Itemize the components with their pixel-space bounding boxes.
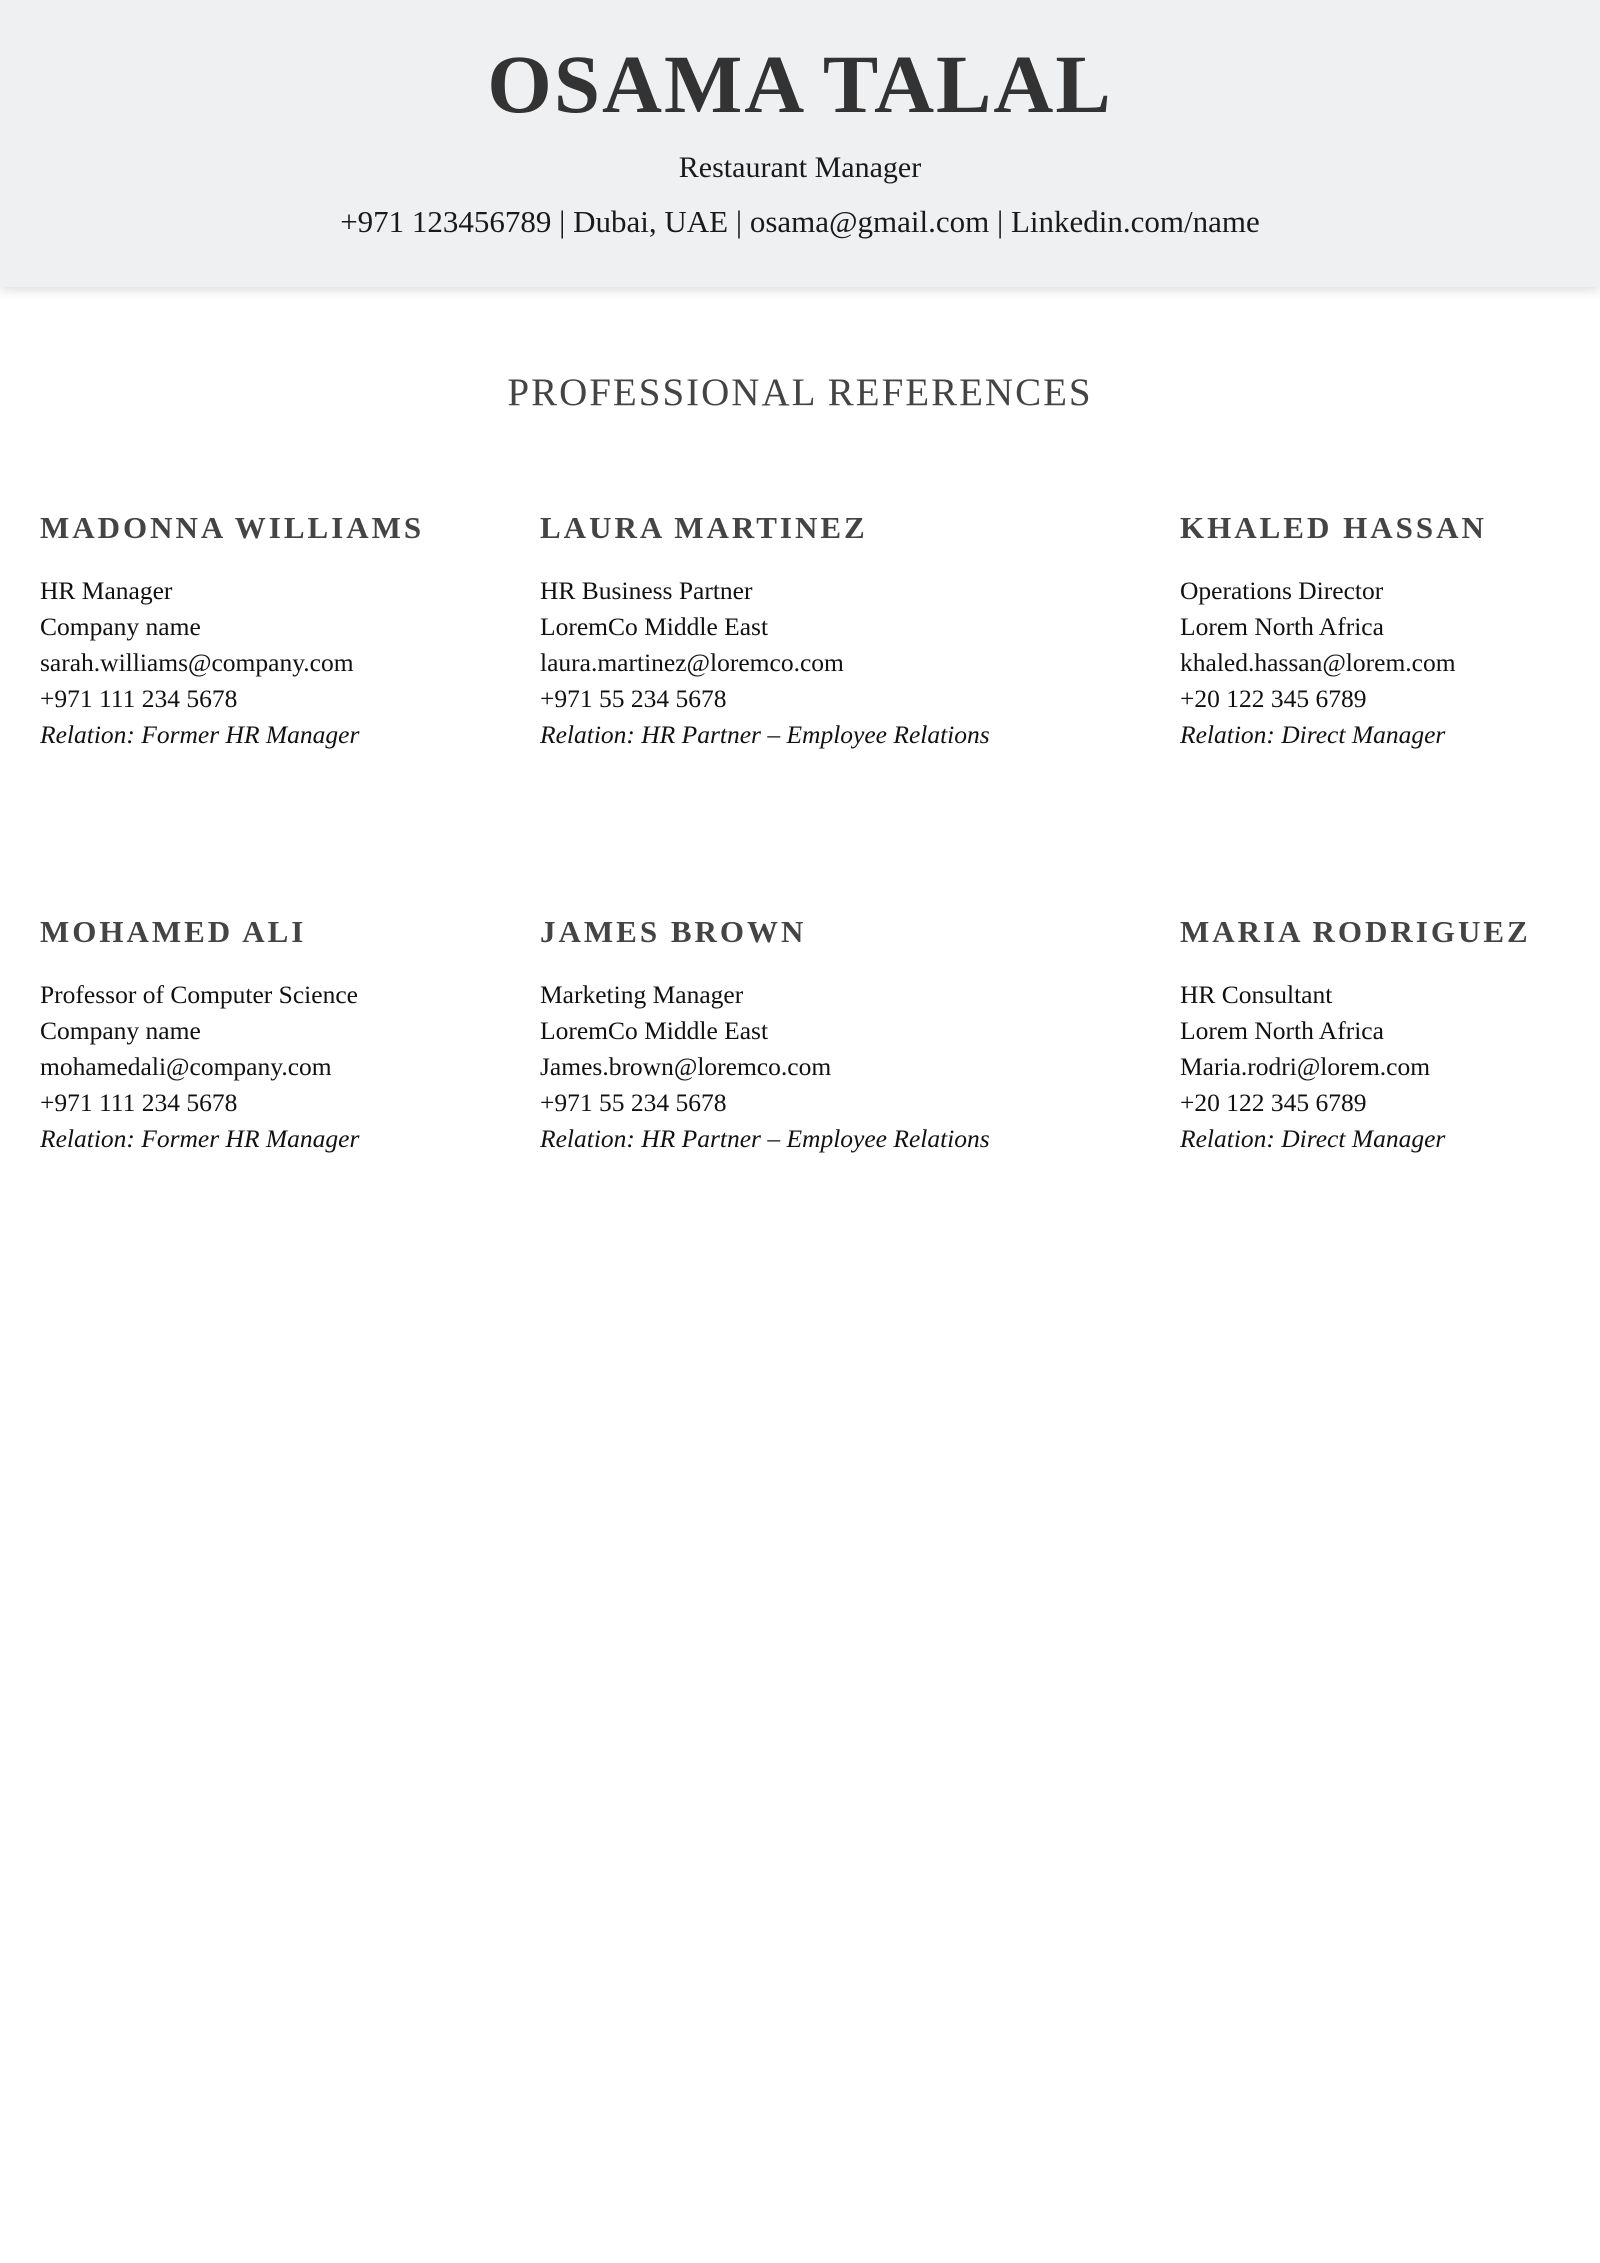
reference-company: Company name [40, 1016, 201, 1045]
reference-card [540, 912, 1020, 1157]
resume-header [0, 0, 1600, 287]
reference-card [1180, 912, 1600, 1157]
reference-title: HR Consultant [1180, 980, 1333, 1009]
reference-company: LoremCo Middle East [540, 612, 769, 641]
reference-title: HR Manager [40, 576, 173, 605]
reference-phone: +971 111 234 5678 [40, 684, 238, 713]
reference-email: khaled.hassan@lorem.com [1180, 648, 1456, 677]
reference-email: mohamedali@company.com [40, 1052, 332, 1081]
reference-title: Professor of Computer Science [40, 980, 358, 1009]
section-title-references: PROFESSIONAL REFERENCES [507, 371, 1093, 414]
reference-phone: +971 55 234 5678 [540, 1088, 727, 1117]
candidate-name: OSAMA TALAL [487, 38, 1113, 130]
reference-card [40, 912, 520, 1157]
reference-title: Operations Director [1180, 576, 1384, 605]
reference-relation: Relation: Direct Manager [1180, 720, 1446, 749]
reference-relation: Relation: Former HR Manager [40, 1124, 360, 1153]
reference-title: HR Business Partner [540, 576, 753, 605]
reference-name: LAURA MARTINEZ [540, 510, 868, 545]
reference-phone: +971 55 234 5678 [540, 684, 727, 713]
reference-email: Maria.rodri@lorem.com [1180, 1052, 1431, 1081]
reference-name: MARIA RODRIGUEZ [1180, 914, 1531, 949]
reference-relation: Relation: Direct Manager [1180, 1124, 1446, 1153]
reference-company: Lorem North Africa [1180, 612, 1384, 641]
candidate-contact-line: +971 123456789 | Dubai, UAE | osama@gmail.com | Linkedin.com/name [340, 204, 1260, 239]
candidate-role: Restaurant Manager [678, 151, 922, 184]
reference-email: James.brown@loremco.com [540, 1052, 832, 1081]
reference-card [540, 508, 1020, 753]
reference-relation: Relation: HR Partner – Employee Relations [540, 1124, 990, 1153]
reference-card [1180, 508, 1600, 753]
reference-name: JAMES BROWN [540, 914, 807, 949]
reference-phone: +20 122 345 6789 [1180, 1088, 1367, 1117]
reference-email: sarah.williams@company.com [40, 648, 354, 677]
reference-company: Company name [40, 612, 201, 641]
reference-name: MOHAMED ALI [40, 914, 307, 949]
reference-card [40, 508, 520, 753]
reference-company: LoremCo Middle East [540, 1016, 769, 1045]
reference-name: MADONNA WILLIAMS [40, 510, 425, 545]
reference-title: Marketing Manager [540, 980, 744, 1009]
reference-relation: Relation: HR Partner – Employee Relations [540, 720, 990, 749]
reference-name: KHALED HASSAN [1180, 510, 1487, 545]
reference-phone: +20 122 345 6789 [1180, 684, 1367, 713]
reference-email: laura.martinez@loremco.com [540, 648, 844, 677]
reference-phone: +971 111 234 5678 [40, 1088, 238, 1117]
reference-relation: Relation: Former HR Manager [40, 720, 360, 749]
reference-company: Lorem North Africa [1180, 1016, 1384, 1045]
